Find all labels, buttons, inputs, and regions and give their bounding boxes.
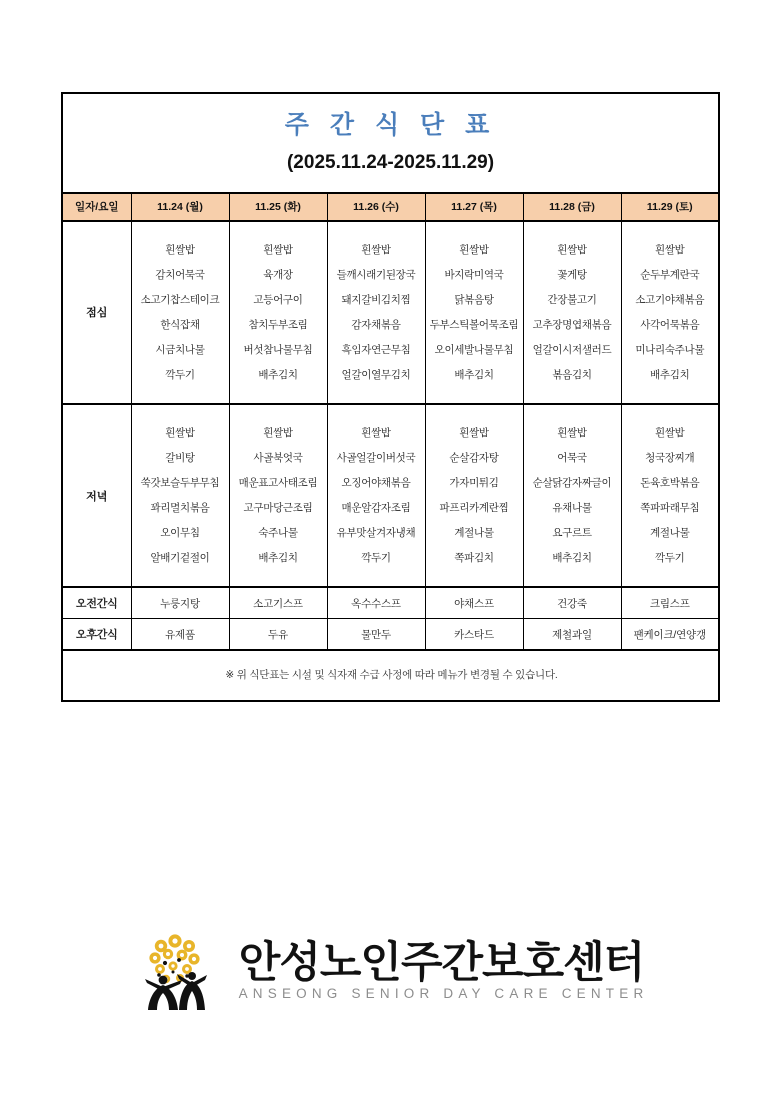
morning-snack-fri: 건강죽 [523,587,621,619]
dish-item: 오이무침 [160,527,200,540]
dish-item: 꽈리멸치볶음 [150,502,210,515]
dish-item: 순두부계란국 [640,268,700,281]
morning-snack-mon: 누룽지탕 [131,587,229,619]
afternoon-snack-tue: 두유 [229,619,327,651]
lunch-cell-thu [425,221,523,404]
logo-korean-name: 안성노인주간보호센터 [238,938,645,987]
dish-item: 돈육호박볶음 [640,477,700,490]
dish-item: 바지락미역국 [444,268,504,281]
dish-list [134,244,227,381]
dish-item: 닭볶음탕 [454,293,494,306]
afternoon-snack-sat: 팬케이크/연양갱 [621,619,719,651]
row-label-afternoon-snack: 오후간식 [62,619,131,651]
dish-item: 흰쌀밥 [655,243,685,256]
afternoon-snack-mon: 유제품 [131,619,229,651]
dish-list [624,244,717,381]
dish-item: 흰쌀밥 [263,243,293,256]
dinner-cell-tue [229,404,327,587]
dish-item: 볶음김치 [552,369,592,381]
note-row [62,650,719,701]
dish-item: 요구르트 [552,527,592,540]
dish-item: 쪽파파래무침 [640,502,700,515]
dish-item: 버섯참나물무침 [243,343,313,356]
dish-item: 오이세발나물무침 [434,343,514,356]
morning-snack-sat: 크림스프 [621,587,719,619]
dinner-cell-mon [131,404,229,587]
dish-item: 계절나물 [454,527,494,540]
afternoon-snack-row [62,619,719,651]
dish-item: 매운알감자조림 [341,502,411,515]
dish-item: 시금치나물 [155,343,205,356]
lunch-cell-sat [621,221,719,404]
dish-item: 흰쌀밥 [263,427,293,440]
dish-item: 사골북엇국 [253,452,303,465]
center-logo [0,930,783,1012]
dish-item: 배추김치 [454,369,494,381]
dish-item: 사골얼갈이버섯국 [336,452,416,465]
dish-list [134,427,227,564]
dish-item: 매운표고사태조림 [238,477,318,490]
dish-item: 순살감자탕 [449,452,499,465]
dish-item: 미나리숙주나물 [635,343,705,356]
dinner-cell-fri [523,404,621,587]
dinner-cell-sat [621,404,719,587]
morning-snack-wed: 옥수수스프 [327,587,425,619]
day-header-row [62,193,719,221]
dish-item: 유채나물 [552,502,592,515]
dish-item: 고등어구이 [253,293,303,306]
weekly-menu-table [61,92,720,702]
afternoon-snack-fri: 제철과일 [523,619,621,651]
dish-list [330,427,423,564]
dish-item: 가자미튀김 [449,477,499,490]
dish-item: 배추김치 [552,552,592,565]
dish-item: 배추김치 [650,369,690,381]
dinner-cell-thu [425,404,523,587]
dinner-row [62,404,719,587]
dish-item: 들깨시래기된장국 [336,268,416,281]
dish-item: 쪽파김치 [454,552,494,565]
row-label-morning-snack: 오전간식 [62,587,131,619]
dish-list [232,244,325,381]
dish-list [428,244,521,381]
dish-item: 고추장명엽채볶음 [532,318,612,331]
day-header-mon: 11.24 (월) [131,193,229,221]
dish-item: 순살닭감자짜글이 [532,477,612,490]
row-label-dinner: 저녁 [62,404,131,587]
dish-item: 흰쌀밥 [165,243,195,256]
dish-item: 얼갈이시저샐러드 [532,343,612,356]
row-label-lunch: 점심 [62,221,131,404]
lunch-cell-wed [327,221,425,404]
lunch-cell-tue [229,221,327,404]
afternoon-snack-wed: 물만두 [327,619,425,651]
dish-item: 두부스틱볼어묵조림 [429,318,519,331]
afternoon-snack-thu: 카스타드 [425,619,523,651]
dish-list [624,427,717,564]
period-subtitle: (2025.11.24-2025.11.29) [286,152,495,173]
menu-sheet [61,92,720,702]
dish-item: 흰쌀밥 [361,243,391,256]
dish-item: 흰쌀밥 [165,427,195,440]
dish-item: 흰쌀밥 [361,427,391,440]
dish-item: 배추김치 [258,369,298,381]
lunch-cell-mon [131,221,229,404]
page-title: 주 간 식 단 표 [284,111,497,139]
dish-list [330,244,423,381]
dish-item: 갈비탕 [165,452,195,465]
logo-english-name: ANSEONG SENIOR DAY CARE CENTER [238,985,649,1001]
day-header-tue: 11.25 (화) [229,193,327,221]
morning-snack-thu: 야채스프 [425,587,523,619]
dish-item: 한식잡채 [160,318,200,331]
dish-list [232,427,325,564]
day-header-sat: 11.29 (토) [621,193,719,221]
morning-snack-row [62,587,719,619]
lunch-cell-fri [523,221,621,404]
day-header-fri: 11.28 (금) [523,193,621,221]
morning-snack-tue: 소고기스프 [229,587,327,619]
dish-item: 흰쌀밥 [459,243,489,256]
day-header-wed: 11.26 (수) [327,193,425,221]
dish-item: 감자채볶음 [351,318,401,331]
dish-item: 파프리카계란찜 [439,502,509,515]
title-cell [62,93,719,193]
dish-item: 흑임자연근무침 [341,343,411,356]
dish-item: 소고기야채볶음 [635,293,705,306]
footer-note: ※ 위 식단표는 시설 및 식자재 수급 사정에 따라 메뉴가 변경될 수 있습니다. [62,650,719,701]
dish-item: 오징어야채볶음 [341,477,411,490]
dish-item: 돼지갈비김치찜 [341,293,411,306]
dish-item: 알배기겉절이 [150,552,210,565]
day-header-thu: 11.27 (목) [425,193,523,221]
dish-item: 깍두기 [655,552,685,565]
dish-item: 참치두부조림 [248,318,308,331]
dish-item: 얼갈이열무김치 [341,369,411,381]
dish-item: 간장불고기 [547,293,597,306]
dish-item: 깍두기 [165,369,195,381]
dish-item: 흰쌀밥 [557,243,587,256]
dish-item: 깍두기 [361,552,391,565]
dish-item: 흰쌀밥 [655,427,685,440]
dish-list [526,244,619,381]
dish-list [526,427,619,564]
dish-item: 육개장 [263,268,293,281]
dish-item: 숙주나물 [258,527,298,540]
dish-item: 계절나물 [650,527,690,540]
lunch-row [62,221,719,404]
corner-header-label: 일자/요일 [62,193,131,221]
dinner-cell-wed [327,404,425,587]
dish-item: 사각어묵볶음 [640,318,700,331]
dish-item: 감치어묵국 [155,268,205,281]
dish-item: 소고기찹스테이크 [140,293,220,306]
dish-item: 쑥갓보슬두부무침 [140,477,220,490]
dish-item: 흰쌀밥 [557,427,587,440]
dish-list [428,427,521,564]
dish-item: 꽃게탕 [557,268,587,281]
dish-item: 청국장찌개 [645,452,695,465]
dish-item: 흰쌀밥 [459,427,489,440]
title-row [62,93,719,193]
dish-item: 배추김치 [258,552,298,565]
dish-item: 어묵국 [557,452,587,465]
dish-item: 고구마당근조림 [243,502,313,515]
dish-item: 유부맛살겨자냉채 [336,527,416,540]
flower-people-logo-icon [135,930,221,1012]
